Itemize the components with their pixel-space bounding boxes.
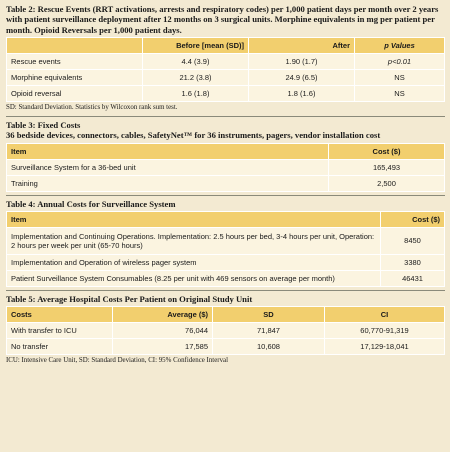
table5-header-costs: Costs: [7, 307, 113, 323]
table5-header-sd: SD: [213, 307, 325, 323]
table2-header-pvalues: p Values: [355, 38, 445, 54]
table5-cell: 71,847: [213, 323, 325, 339]
table4-cell: 46431: [381, 270, 445, 286]
table3-header-row: [7, 143, 445, 159]
table3-subcaption: 36 bedside devices, connectors, cables, SafetyNet™ for 36 instruments, pagers, vendor installation cost: [6, 130, 381, 141]
table2-header-before: Before [mean (SD)]: [143, 38, 249, 54]
table2-cell: 24.9 (6.5): [249, 70, 355, 86]
table5-cell: 76,044: [113, 323, 213, 339]
divider: [6, 195, 445, 196]
table5-cell: No transfer: [7, 339, 113, 355]
table3-caption: Table 3: Fixed Costs: [6, 119, 81, 130]
table2-cell: Rescue events: [7, 54, 143, 70]
table2-cell: NS: [355, 86, 445, 102]
table5-cell: 60,770-91,319: [325, 323, 445, 339]
table4-cell: 3380: [381, 254, 445, 270]
table5-caption: Table 5: Average Hospital Costs Per Patient on Original Study Unit: [6, 293, 253, 304]
table5-cell: 17,585: [113, 339, 213, 355]
table-row: [7, 175, 445, 191]
table2-cell: Morphine equivalents: [7, 70, 143, 86]
table3-cell: 165,493: [329, 159, 445, 175]
table4-header-row: [7, 211, 445, 227]
table-row: [7, 323, 445, 339]
table5-cell: 10,608: [213, 339, 325, 355]
table4-cell: Patient Surveillance System Consumables (8.25 per unit with 469 sensors on average per month): [7, 270, 381, 286]
table5-cell: With transfer to ICU: [7, 323, 113, 339]
table-row: [7, 227, 445, 254]
table-row: [7, 339, 445, 355]
table3-header-item: Item: [7, 143, 329, 159]
table2-cell: Opioid reversal: [7, 86, 143, 102]
table3-cell: 2,500: [329, 175, 445, 191]
divider: [6, 116, 445, 117]
table4-cell: Implementation and Continuing Operations. Implementation: 2.5 hours per bed, 3-4 hours per unit, Operation: 2 hours per week per unit (65-70 hours): [7, 227, 381, 254]
table2-cell: NS: [355, 70, 445, 86]
table3-cell: Training: [7, 175, 329, 191]
table2-cell: 1.6 (1.8): [143, 86, 249, 102]
table2-cell: 1.8 (1.6): [249, 86, 355, 102]
table4: [6, 211, 445, 287]
table-row: [7, 254, 445, 270]
table4-header-cost: Cost ($): [381, 211, 445, 227]
table2: [6, 37, 445, 102]
table2-header-after: After: [249, 38, 355, 54]
table4-cell: Implementation and Operation of wireless pager system: [7, 254, 381, 270]
table3-header-cost: Cost ($): [329, 143, 445, 159]
table5-header-average: Average ($): [113, 307, 213, 323]
table2-header-label: [7, 38, 143, 54]
table-row: [7, 86, 445, 102]
table-row: [7, 270, 445, 286]
table2-header-row: [7, 38, 445, 54]
table5-header-row: [7, 307, 445, 323]
table2-cell: 21.2 (3.8): [143, 70, 249, 86]
table4-cell: 8450: [381, 227, 445, 254]
divider: [6, 290, 445, 291]
table2-caption: Table 2: Rescue Events (RRT activations, arrests and respiratory codes) per 1,000 patient days per month over 2 years with patient surveillance deployment after 12 months on 3 surgical units. Morphine equivalents in mg per patient per month. Opioid Reversals per 1,000 patient days.: [6, 4, 439, 35]
table4-caption: Table 4: Annual Costs for Surveillance System: [6, 198, 176, 209]
table-row: [7, 70, 445, 86]
table-row: [7, 159, 445, 175]
table2-footnote: SD: Standard Deviation. Statistics by Wilcoxon rank sum test.: [6, 104, 178, 112]
table3: [6, 143, 445, 192]
table5: [6, 306, 445, 355]
table-row: [7, 54, 445, 70]
table2-cell: 1.90 (1.7): [249, 54, 355, 70]
table3-cell: Surveillance System for a 36-bed unit: [7, 159, 329, 175]
table5-footnote: ICU: Intensive Care Unit, SD: Standard Deviation, CI: 95% Confidence Interval: [6, 357, 228, 365]
table5-cell: 17,129-18,041: [325, 339, 445, 355]
table4-header-item: Item: [7, 211, 381, 227]
table2-cell: p<0.01: [355, 54, 445, 70]
table5-header-ci: CI: [325, 307, 445, 323]
table2-cell: 4.4 (3.9): [143, 54, 249, 70]
